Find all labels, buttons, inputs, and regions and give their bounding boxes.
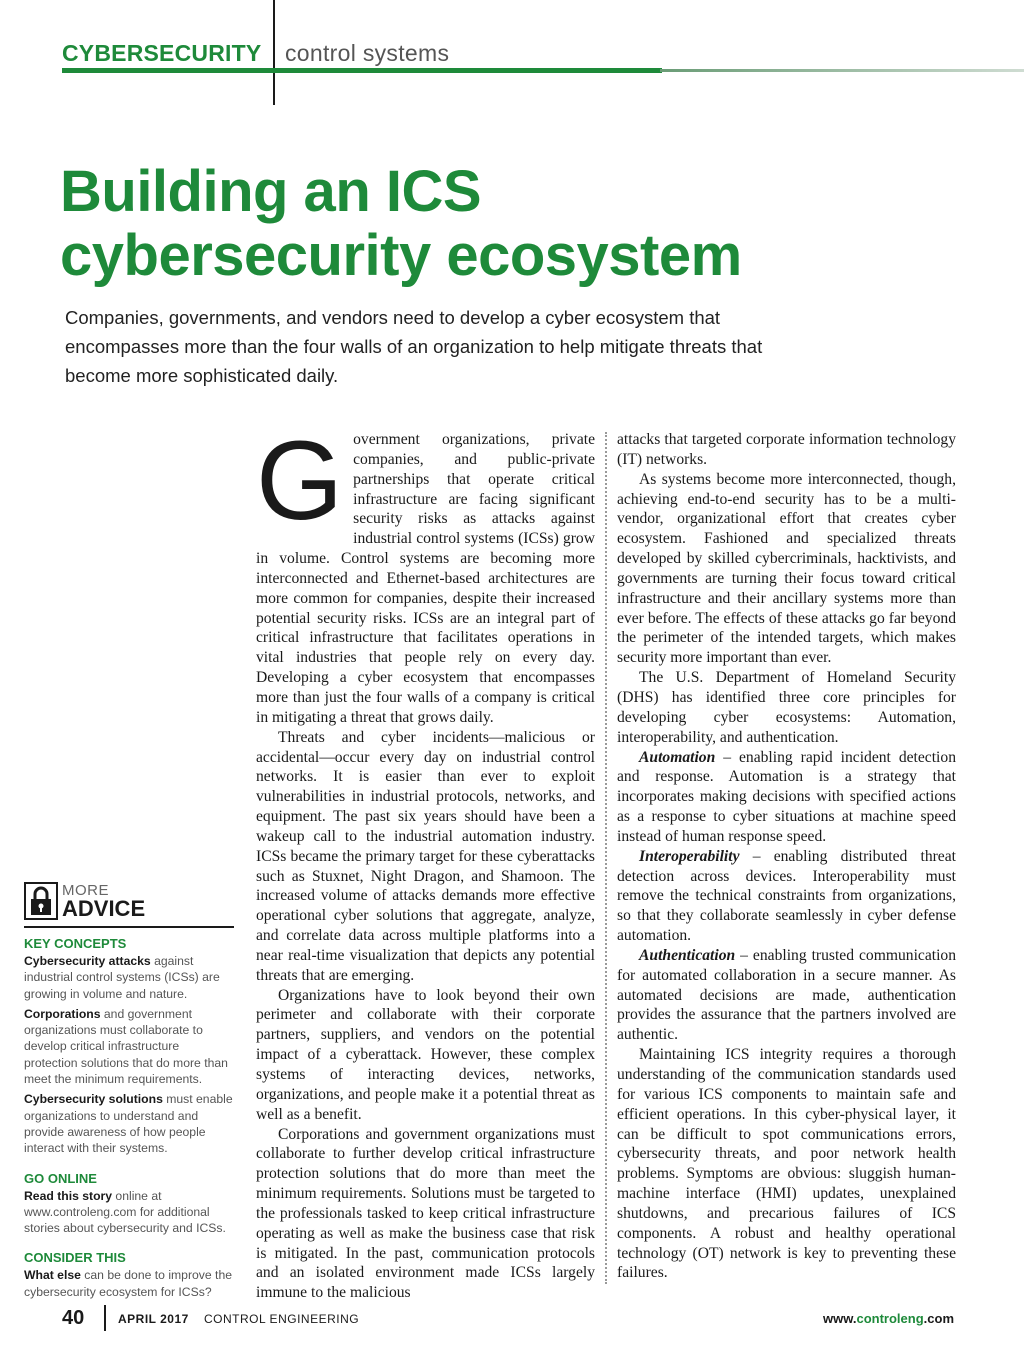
section-label: CYBERSECURITY [62,40,262,66]
website-link[interactable] [823,1311,954,1326]
consider-this-heading: CONSIDER THIS [24,1250,126,1266]
paragraph: attacks that targeted corporate information technology (IT) networks. [617,431,956,468]
title-line-1: Building an ICS [60,159,482,224]
go-online-term: Read this story [24,1188,113,1203]
subsection-label: control systems [285,40,450,66]
header-vertical-rule [273,0,275,105]
paragraph-text: overnment organizations, private companies, and public-private partnerships that operate critical infrastructure are facing significant security risks as attacks against industrial control systems (ICSs) grow in volume. Control systems are becoming more interconnected and Ethernet-based architectures are more common for companies, despite their increased potential security risks. ICSs are an integral part of critical infrastructure that facilitates operations in vital industries that people rely on every day. Developing a cyber ecosystem that encompasses more than just the four walls of a company is critical in mitigating a threat that grows daily. [256,431,595,726]
paragraph: The U.S. Department of Homeland Security (DHS) has identified three core principles for developing cyber ecosystems: Automation, interoperability, and authentication. [617,669,956,746]
page-number: 40 [62,1307,85,1329]
term-automation: Automation [639,748,716,766]
key-concept-text: and government organizations must collaborate to develop critical infrastructure protection solutions that do more than meet the minimum requirements. [24,1006,228,1087]
paragraph [617,847,956,946]
url-suffix: .com [923,1311,954,1326]
column-divider [605,432,607,1284]
footer-divider [104,1305,106,1331]
key-concept-text: against industrial control systems (ICSs) are growing in volume and nature. [24,954,220,1001]
consider-this-text [24,1267,234,1300]
key-concept-term: Cybersecurity attacks [24,954,151,968]
term-authentication: Authentication [639,946,736,964]
paragraph [256,418,595,728]
key-concept-term: Corporations [24,1006,101,1021]
paragraph: As systems become more interconnected, though, achieving end-to-end security has to be a multi-vendor, organizational effort that creates cyber ecosystem. Fashioned and specialized threats developed by skilled cybercriminals, hacktivists, and governments are turning their focus toward critical infrastructure and their ancillary systems more than ever before. The effects of these attacks go far beyond the perimeter of the intended targets, which makes security more important than ever. [617,470,956,667]
header-green-rule [62,68,662,73]
paragraph: Organizations have to look beyond their own perimeter and collaborate with their corporate partners, suppliers, and vendors on the potential impact of a cyberattack. However, these complex systems of interacting devices, networks, organizations, and people make it a potential threat as well as a benefit. [256,986,595,1123]
url-prefix: www. [823,1311,857,1326]
advice-label: ADVICE [62,896,146,921]
go-online-body: online at www.controleng.com for additional stories about cybersecurity and ICSs. [24,1188,226,1236]
go-online-text [24,1188,234,1237]
article-title [60,160,960,288]
consider-term: What else [24,1268,81,1283]
magazine-name: CONTROL ENGINEERING [204,1312,360,1326]
article-deck: Companies, governments, and vendors need to develop a cyber ecosystem that encompasses more than the four walls of an organization to help mitigate threats that become more sophisticated daily. [65,307,763,386]
more-advice-logo [24,878,234,920]
body-column-1 [256,418,595,1303]
paragraph [617,946,956,1045]
key-concept-term: Cybersecurity solutions [24,1092,163,1107]
paragraph: Corporations and government organizations must collaborate to further develop critical infrastructure protection solutions that do more than meet the minimum requirements. Solutions must be targeted to the professionals tasked to keep critical infrastructure operating as well as make the business case that risk is mitigated. In the past, communication protocols and an isolated environment made ICSs largely immune to the malicious [256,1125,595,1302]
more-advice-wordmark [62,883,145,920]
more-label: MORE [62,882,109,899]
paragraph [617,748,956,847]
paragraph: Maintaining ICS integrity requires a thorough understanding of the communication standards used for various ICS components to maintain safe and efficient operations. In this cyber-physical layer, it can be difficult to spot communications errors, cybersecurity threats, and poor network health problems. Symptoms are obvious: sluggish human-machine interface (HMI) updates, unexplained shutdowns, and precarious failures of ICS components. A robust and healthy operational technology (OT) network is key to preventing these failures. [617,1046,956,1282]
paragraph-text: – enabling rapid incident detection and response. Automation is a strategy that incorporates making decisions with specified actions as a response to cyber situations at machine speed instead of human response speed. [617,748,956,845]
body-column-2 [617,430,956,1283]
key-concept-item [24,953,234,1002]
key-concept-item [24,1006,234,1087]
key-concept-text: must enable organizations to understand and provide awareness of how people interact with their systems. [24,1092,233,1156]
url-brand: controleng [856,1311,924,1326]
header-gray-rule [660,69,1024,72]
more-advice-sidebar [24,878,234,1304]
go-online-heading: GO ONLINE [24,1170,97,1186]
key-concepts-heading: KEY CONCEPTS [24,936,127,951]
title-line-2: cybersecurity ecosystem [60,223,742,288]
lock-icon [24,882,58,920]
drop-cap: G [256,418,344,543]
paragraph-text: – enabling distributed threat detection across devices. Interoperability must remove the technical constraints from organizations, so that they collaborate seamlessly in cyber defense automation. [617,847,956,945]
key-concept-item [24,1091,234,1156]
issue-date: APRIL 2017 [118,1312,189,1326]
term-interoperability: Interoperability [639,847,740,865]
paragraph-text: – enabling trusted communication for automated collaboration in a secure manner. As automated decisions are made, authentication provides the assurance that the partners involved are authentic. [617,946,956,1044]
paragraph: Threats and cyber incidents—malicious or accidental—occur every day on industrial control networks. It is easier than ever to exploit vulnerabilities in industrial protocols, networks, and equipment. The past six years should have been a wakeup call to the industrial automation industry. ICSs became the primary target for these cyberattacks such as Stuxnet, Night Dragon, and Shamoon. The increased volume of attacks demands more effective operational cyber solutions that aggregate, analyze, and correlate data across multiple platforms into a near real-time visualization that depicts any potential threats that are emerging. [256,728,595,984]
consider-body: can be done to improve the cybersecurity ecosystem for ICSs? [24,1268,232,1299]
sidebar-rule [24,926,234,928]
